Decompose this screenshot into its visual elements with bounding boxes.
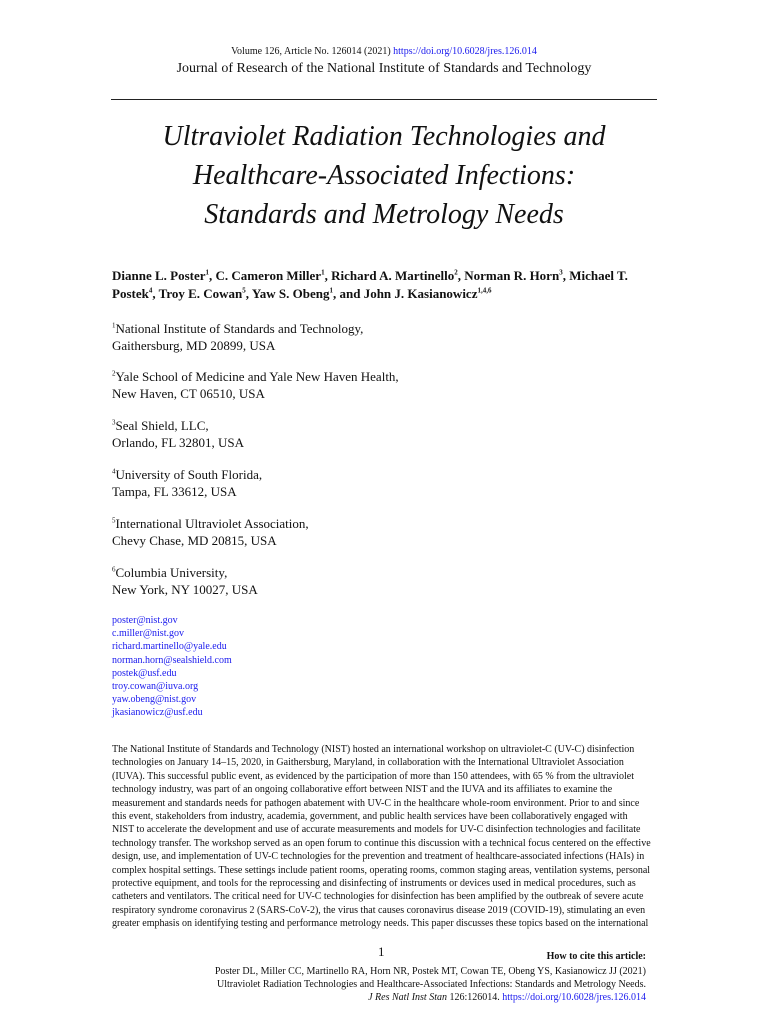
abstract-line: catheters and ventilators. The critical need for UV-C technologies for disinfection has been amplified by the outbreak of severe acute xyxy=(112,891,644,903)
affiliation-line xyxy=(112,320,363,337)
abstract-line: NIST to accelerate the development and use of accurate measurements and models for UV-C disinfection technologies and facilitate xyxy=(112,824,641,836)
header-divider xyxy=(111,99,657,100)
affiliation-line xyxy=(112,515,309,532)
author-name: John J. Kasianowicz xyxy=(363,286,478,301)
cite-line: Poster DL, Miller CC, Martinello RA, Horn NR, Postek MT, Cowan TE, Obeng YS, Kasianowicz JJ (2021) xyxy=(214,966,646,977)
affiliation-address: Orlando, FL 32801, USA xyxy=(112,435,245,450)
author-name: Michael T. Postek xyxy=(112,268,628,301)
abstract xyxy=(112,743,657,931)
email-link[interactable]: poster@nist.gov xyxy=(112,615,178,626)
affiliation xyxy=(112,368,399,402)
affiliation-address: Gaithersburg, MD 20899, USA xyxy=(112,338,276,353)
email-link[interactable]: richard.martinello@yale.edu xyxy=(112,641,227,653)
affiliation-line xyxy=(112,564,258,581)
journal-name: Journal of Research of the National Institute of Standards and Technology xyxy=(176,61,592,76)
email-link[interactable]: yaw.obeng@nist.gov xyxy=(112,694,197,706)
email-link[interactable]: jkasianowicz@usf.edu xyxy=(112,707,203,719)
affiliation-address: New Haven, CT 06510, USA xyxy=(112,386,265,401)
affiliation-address: New York, NY 10027, USA xyxy=(112,582,258,597)
title-line: Standards and Metrology Needs xyxy=(204,199,564,230)
author-separator: , xyxy=(152,286,159,301)
affiliation-line xyxy=(112,417,244,434)
volume-line xyxy=(0,46,768,57)
affiliation-number: 6 xyxy=(112,565,116,574)
affiliation-number: 1 xyxy=(112,321,116,330)
article-title xyxy=(0,117,768,234)
author-list xyxy=(112,267,672,303)
author-affiliation-marker: 1,4,6 xyxy=(477,286,492,295)
affiliation-number: 5 xyxy=(112,516,116,525)
affiliation xyxy=(112,417,244,451)
citation xyxy=(0,965,646,1004)
abstract-line: this event, stakeholders from industry, academia, government, and public health services have been collaboratively engaged with xyxy=(112,811,628,823)
affiliation xyxy=(112,466,262,500)
title-line: Ultraviolet Radiation Technologies and xyxy=(162,121,606,152)
affiliation-address: Chevy Chase, MD 20815, USA xyxy=(112,533,277,548)
abstract-line: design, use, and implementation of UV-C technologies for the prevention and treatment of healthcare-associated infections (HAIs) in xyxy=(112,851,645,863)
title-line: Healthcare-Associated Infections: xyxy=(192,160,576,191)
affiliation-number: 4 xyxy=(112,467,116,476)
abstract-line: technology industry, was part of an ongoing collaborative effort between NIST and the IUVA and its affiliates to examine the xyxy=(112,784,613,796)
affiliation-institution: Columbia University, xyxy=(115,565,228,580)
author-separator: , xyxy=(209,268,216,283)
volume-text: Volume 126, Article No. 126014 (2021) xyxy=(231,46,391,57)
author-separator: , and xyxy=(332,286,364,301)
author-name: Yaw S. Obeng xyxy=(251,286,330,301)
author-affiliation-marker: 3 xyxy=(559,268,563,277)
cite-line xyxy=(0,991,646,1004)
affiliation-number: 2 xyxy=(112,369,116,378)
affiliation-number: 3 xyxy=(112,418,116,427)
cite-journal: J Res Natl Inst Stan xyxy=(368,992,447,1003)
affiliation-institution: National Institute of Standards and Technology, xyxy=(115,321,364,336)
author-affiliation-marker: 2 xyxy=(454,268,458,277)
affiliation-institution: University of South Florida, xyxy=(115,467,263,482)
author-affiliation-marker: 1 xyxy=(321,268,325,277)
abstract-line: (IUVA). This successful public event, as evidenced by the participation of more than 150 attendees, with 65 % from the ultraviolet xyxy=(112,770,634,782)
affiliation-institution: International Ultraviolet Association, xyxy=(115,516,309,531)
doi-link[interactable]: https://doi.org/10.6028/jres.126.014 xyxy=(393,46,537,57)
email-link[interactable]: c.miller@nist.gov xyxy=(112,628,184,640)
abstract-line: complex hospital settings. These settings include patient rooms, operating rooms, common staging areas, ventilation systems, personal xyxy=(112,864,651,876)
author-name: Norman R. Horn xyxy=(464,268,560,283)
author-separator: , xyxy=(562,268,570,283)
abstract-line: respiratory syndrome coronavirus 2 (SARS-CoV-2), the virus that causes coronavirus disease 2019 (COVID-19), stimulating an even xyxy=(112,904,646,916)
abstract-line: technologies on January 14–15, 2020, in Gaithersburg, Maryland, in collaboration with the International Ultraviolet Association xyxy=(112,757,624,769)
author-name: Richard A. Martinello xyxy=(331,268,455,283)
author-name: Dianne L. Poster xyxy=(112,268,206,283)
email-link[interactable]: norman.horn@sealshield.com xyxy=(112,654,232,666)
affiliation xyxy=(112,564,258,598)
page-number: 1 xyxy=(378,944,385,959)
email-link[interactable]: postek@usf.edu xyxy=(112,667,177,679)
abstract-line: greater emphasis on identifying testing and performance metrology needs. This paper discusses these topics based on the international xyxy=(112,918,649,930)
author-name: Troy E. Cowan xyxy=(158,286,243,301)
author-name: C. Cameron Miller xyxy=(215,268,322,283)
affiliation-institution: Yale School of Medicine and Yale New Haven Health, xyxy=(115,369,399,384)
cite-doi-link[interactable]: https://doi.org/10.6028/jres.126.014 xyxy=(502,992,646,1003)
email-list xyxy=(112,614,232,720)
affiliation xyxy=(112,320,363,354)
email-link[interactable]: troy.cowan@iuva.org xyxy=(112,681,199,693)
author-affiliation-marker: 1 xyxy=(205,268,210,277)
affiliation-address: Tampa, FL 33612, USA xyxy=(112,484,237,499)
abstract-line: The National Institute of Standards and Technology (NIST) hosted an international workshop on ultraviolet-C (UV-C) disinfection xyxy=(112,744,635,755)
author-affiliation-marker: 4 xyxy=(148,286,153,295)
abstract-line: technology transfer. The workshop served as an open forum to continue this discussion with a technical focus centered on the effective xyxy=(112,837,651,849)
affiliation-line xyxy=(112,368,399,385)
affiliation-institution: Seal Shield, LLC, xyxy=(115,418,209,433)
cite-article: 126:126014. xyxy=(447,992,503,1003)
affiliation-line xyxy=(112,466,262,483)
abstract-line: protective equipment, and tools for the reprocessing and disinfecting of instruments or devices used in medical procedures, such as xyxy=(112,878,636,890)
author-separator: , xyxy=(245,286,252,301)
abstract-line: measurement and standards needs for pathogen abatement with UV-C in the healthcare whole-room environment. Prior to and since xyxy=(112,797,640,809)
author-separator: , xyxy=(457,268,465,283)
cite-line: Ultraviolet Radiation Technologies and Healthcare-Associated Infections: Standards and Metrology Needs. xyxy=(217,979,646,990)
author-affiliation-marker: 1 xyxy=(329,286,333,295)
cite-heading: How to cite this article: xyxy=(546,951,646,962)
author-separator: , xyxy=(324,268,332,283)
affiliation xyxy=(112,515,309,549)
author-affiliation-marker: 5 xyxy=(242,286,246,295)
